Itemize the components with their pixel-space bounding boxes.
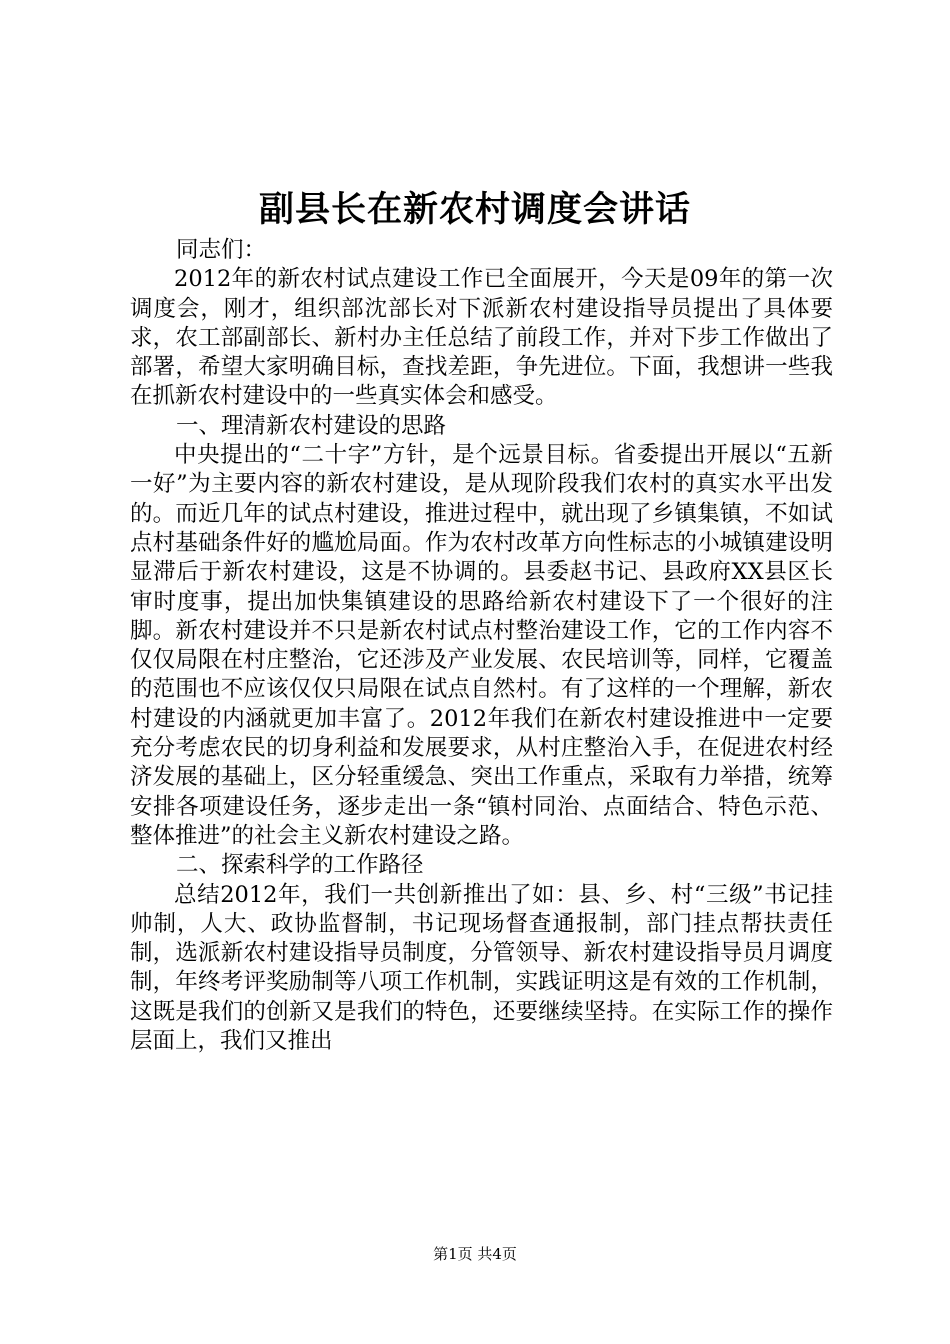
paragraph-intro: 2012年的新农村试点建设工作已全面展开，今天是09年的第一次调度会，刚才，组织部沈部长对下派新农村建设指导员提出了具体要求，农工部副部长、新村办主任总结了前段工作，并对下步工作做出了部署，希望大家明确目标，查找差距，争先进位。下面，我想讲一些我在抓新农村建设中的一些真实体会和感受。	[130, 266, 833, 410]
paragraph-section-1: 中央提出的“二十字”方针，是个远景目标。省委提出开展以“五新一好”为主要内容的新农村建设，是从现阶段我们农村的真实水平出发的。而近几年的试点村建设，推进过程中，就出现了乡镇集镇，不如试点村基础条件好的尴尬局面。作为农村改革方向性标志的小城镇建设明显滞后于新农村建设，这是不协调的。县委赵书记、县政府XX县区长审时度事，提出加快集镇建设的思路给新农村建设下了一个很好的注脚。新农村建设并不只是新农村试点村整治建设工作，它的工作内容不仅仅局限在村庄整治，它还涉及产业发展、农民培训等，同样，它覆盖的范围也不应该仅仅只局限在试点自然村。有了这样的一个理解，新农村建设的内涵就更加丰富了。2012年我们在新农村建设推进中一定要充分考虑农民的切身利益和发展要求，从村庄整治入手，在促进农村经济发展的基础上，区分轻重缓急、突出工作重点，采取有力举措，统筹安排各项建设任务，逐步走出一条“镇村同治、点面结合、特色示范、整体推进”的社会主义新农村建设之路。	[130, 442, 833, 849]
page-footer: 第1页 共4页	[433, 1245, 517, 1263]
document-title: 副县长在新农村调度会讲话	[258, 189, 691, 230]
section-heading-1: 一、理清新农村建设的思路	[176, 412, 447, 439]
section-heading-2: 二、探索科学的工作路径	[176, 852, 424, 879]
paragraph-section-2: 总结2012年，我们一共创新推出了如：县、乡、村“三级”书记挂帅制，人大、政协监督制，书记现场督查通报制，部门挂点帮扶责任制，选派新农村建设指导员制度，分管领导、新农村建设指导员月调度制，年终考评奖励制等八项工作机制，实践证明这是有效的工作机制，这既是我们的创新又是我们的特色，还要继续坚持。在实际工作的操作层面上，我们又推出	[130, 881, 833, 1055]
document-body	[130, 236, 833, 1056]
salutation: 同志们：	[176, 237, 267, 263]
